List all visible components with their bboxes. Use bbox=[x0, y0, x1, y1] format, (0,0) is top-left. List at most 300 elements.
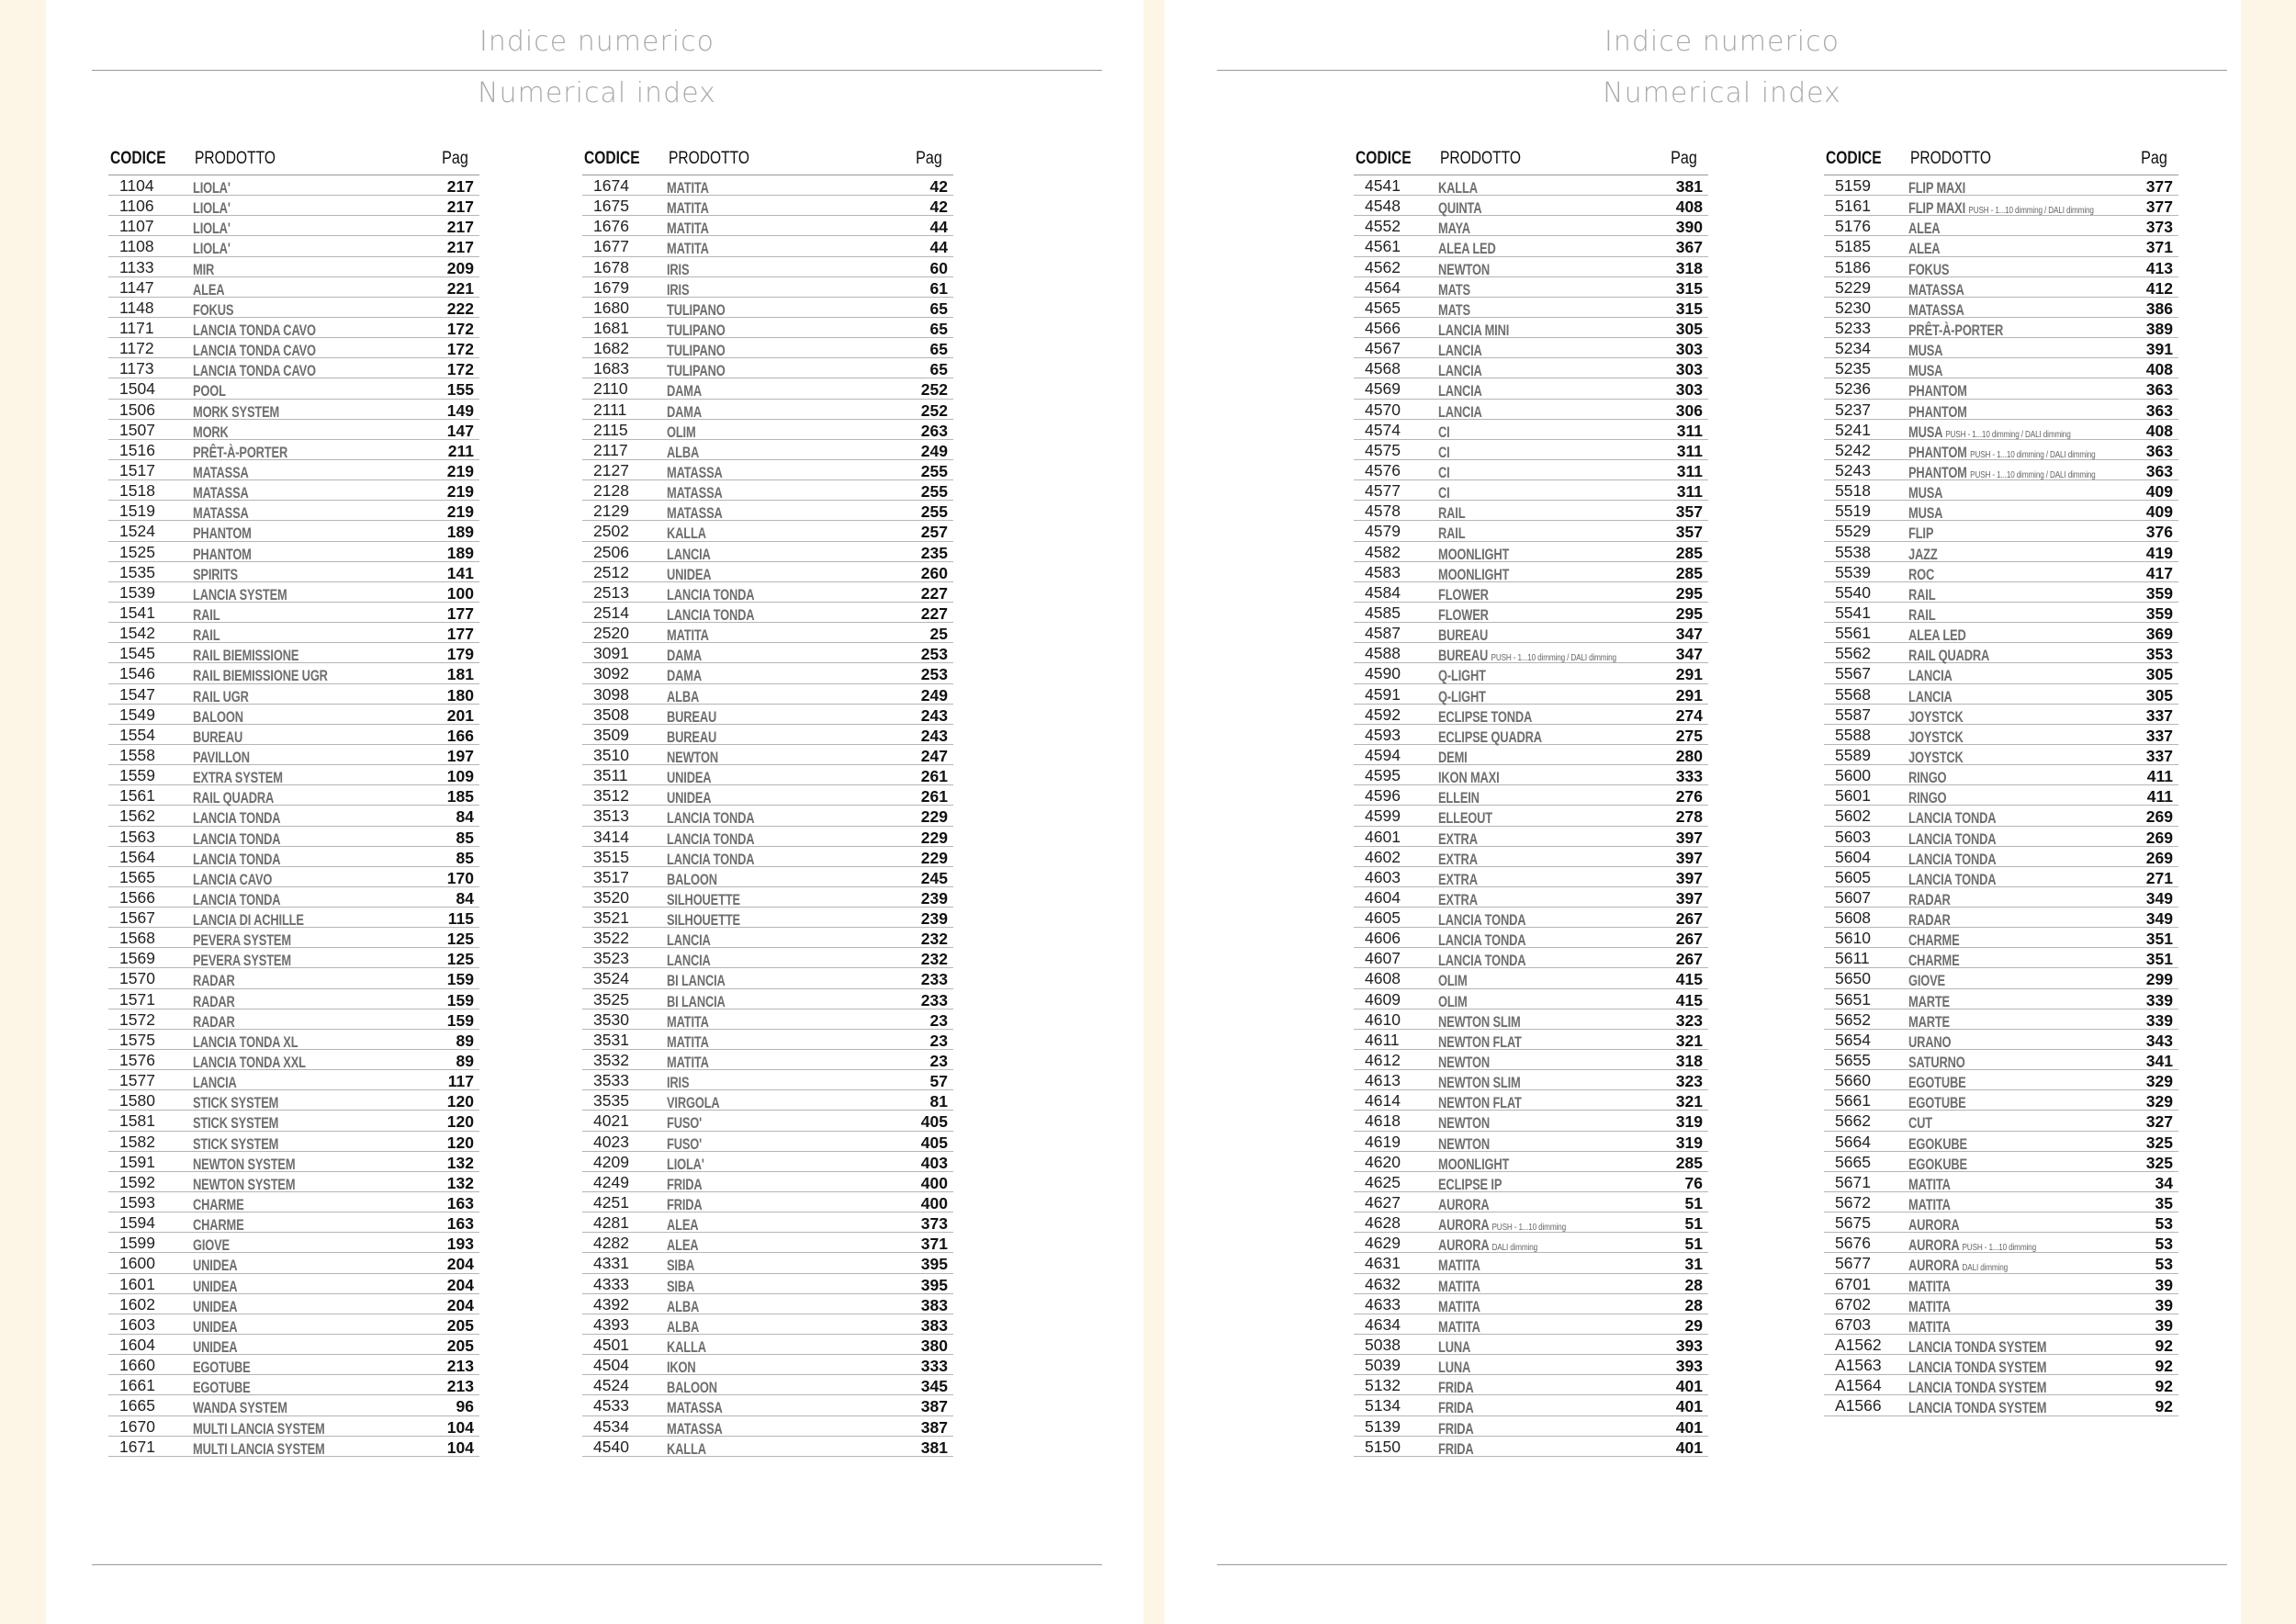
product-name bbox=[193, 283, 224, 298]
product-name-text: LUNA bbox=[1438, 1339, 1471, 1357]
product-name-text: MATASSA bbox=[1908, 301, 1964, 319]
table-row bbox=[1354, 542, 1708, 562]
product-name-text: EXTRA bbox=[1438, 871, 1478, 888]
product-name-text: LANCIA TONDA bbox=[193, 891, 281, 908]
product-name bbox=[1438, 344, 1482, 358]
product-name-text: MATITA bbox=[667, 627, 709, 645]
product-code: 4583 bbox=[1365, 562, 1401, 581]
page-number: 280 bbox=[1675, 746, 1703, 765]
product-name-text: EXTRA bbox=[1438, 830, 1478, 848]
product-name bbox=[1438, 242, 1496, 256]
product-code: 2110 bbox=[593, 379, 628, 399]
page-number: 401 bbox=[1675, 1417, 1703, 1437]
product-name-text: DAMA bbox=[667, 668, 702, 685]
table-row bbox=[1824, 480, 2178, 501]
page-number: 389 bbox=[2145, 319, 2173, 338]
table-row bbox=[582, 400, 953, 420]
page-number: 243 bbox=[920, 705, 948, 725]
page-number: 359 bbox=[2145, 603, 2173, 623]
product-name bbox=[667, 669, 702, 683]
product-name-text: NEWTON bbox=[1438, 1115, 1491, 1133]
product-name bbox=[1908, 852, 1996, 867]
page-number: 227 bbox=[920, 583, 948, 603]
product-name-text: ALEA LED bbox=[1908, 627, 1966, 645]
table-row bbox=[1354, 1152, 1708, 1172]
table-row bbox=[1824, 1355, 2178, 1375]
page-number: 323 bbox=[1675, 1010, 1703, 1030]
product-name bbox=[1908, 913, 1951, 928]
table-row bbox=[1354, 216, 1708, 236]
product-name bbox=[193, 1218, 244, 1233]
product-name bbox=[1438, 486, 1450, 501]
page-number: 39 bbox=[2155, 1315, 2173, 1335]
page-number: 172 bbox=[446, 360, 474, 379]
table-row bbox=[582, 1030, 953, 1050]
page-number: 204 bbox=[446, 1255, 474, 1274]
page-number: 159 bbox=[446, 970, 474, 989]
product-name-text: LIOLA' bbox=[193, 220, 231, 238]
product-name-text: MATASSA bbox=[667, 485, 723, 502]
header-prodotto: PRODOTTO bbox=[1910, 149, 1992, 168]
product-name-text: UNIDEA bbox=[193, 1257, 238, 1275]
product-name-text: NEWTON bbox=[667, 749, 719, 766]
product-name bbox=[1438, 811, 1492, 826]
table-row bbox=[1354, 338, 1708, 358]
product-code: 1572 bbox=[119, 1009, 155, 1029]
table-row bbox=[108, 623, 479, 643]
product-name bbox=[193, 1442, 325, 1457]
product-code: 3523 bbox=[593, 949, 629, 968]
product-name bbox=[1438, 445, 1450, 460]
table-row bbox=[1354, 562, 1708, 582]
product-code: 1603 bbox=[119, 1314, 155, 1334]
product-code: 1600 bbox=[119, 1254, 155, 1273]
table-row bbox=[108, 277, 479, 298]
dimming-note: DALI dimming bbox=[1962, 1262, 2009, 1274]
table-row bbox=[582, 867, 953, 887]
product-code: 5176 bbox=[1835, 217, 1871, 236]
product-name-text: EGOKUBE bbox=[1908, 1135, 1967, 1153]
product-name bbox=[193, 547, 252, 562]
product-name bbox=[667, 1238, 698, 1253]
table-row bbox=[108, 1192, 479, 1212]
page-number: 115 bbox=[447, 909, 474, 929]
table-row bbox=[108, 236, 479, 256]
product-name bbox=[1438, 1340, 1470, 1355]
page-number: 235 bbox=[920, 543, 948, 562]
product-name-text: LANCIA bbox=[1438, 383, 1482, 400]
product-code: 5587 bbox=[1835, 705, 1871, 724]
product-code: 4607 bbox=[1365, 949, 1401, 968]
page-number: 311 bbox=[1676, 441, 1703, 460]
table-row bbox=[582, 908, 953, 928]
page-number: 180 bbox=[446, 685, 474, 705]
product-name-text: LANCIA TONDA bbox=[193, 851, 281, 868]
page-number: 267 bbox=[1675, 930, 1703, 949]
product-code: 1566 bbox=[119, 887, 155, 907]
page-number: 303 bbox=[1675, 340, 1703, 359]
product-name bbox=[193, 1401, 287, 1415]
table-row bbox=[108, 378, 479, 399]
product-name bbox=[193, 1360, 251, 1375]
product-name-text: MATS bbox=[1438, 281, 1470, 299]
product-code: 5676 bbox=[1835, 1234, 1871, 1253]
table-row bbox=[1824, 827, 2178, 847]
product-name bbox=[1438, 913, 1525, 928]
product-name-text: MATASSA bbox=[667, 1420, 723, 1438]
table-row bbox=[1824, 1111, 2178, 1131]
product-code: 5159 bbox=[1835, 176, 1871, 195]
table-row bbox=[1824, 440, 2178, 460]
product-name-text: MATASSA bbox=[667, 505, 723, 523]
page-number: 357 bbox=[1675, 523, 1703, 542]
product-code: 4611 bbox=[1365, 1030, 1400, 1049]
product-name-text: FRIDA bbox=[667, 1197, 703, 1214]
product-code: 5039 bbox=[1365, 1356, 1401, 1375]
page-number: 337 bbox=[2145, 705, 2173, 725]
table-row bbox=[108, 400, 479, 420]
product-code: 4574 bbox=[1365, 420, 1401, 439]
table-row bbox=[1824, 542, 2178, 562]
page-number: 255 bbox=[920, 502, 948, 522]
product-name-text: MUSA bbox=[1908, 363, 1943, 380]
product-name bbox=[667, 1320, 699, 1335]
table-row bbox=[1824, 236, 2178, 256]
table-row bbox=[582, 1253, 953, 1273]
product-name-text: TULIPANO bbox=[667, 321, 726, 339]
product-name bbox=[193, 1381, 251, 1395]
product-name bbox=[1908, 811, 1996, 826]
product-code: 5588 bbox=[1835, 725, 1871, 744]
product-code: 4604 bbox=[1365, 887, 1401, 907]
product-name bbox=[193, 1015, 235, 1030]
table-row bbox=[582, 236, 953, 256]
product-code: 1133 bbox=[119, 257, 154, 276]
product-name bbox=[193, 852, 280, 867]
page-number: 397 bbox=[1675, 888, 1703, 908]
product-name bbox=[667, 710, 716, 725]
table-row bbox=[582, 928, 953, 948]
product-name bbox=[1438, 364, 1482, 378]
table-row bbox=[582, 968, 953, 988]
table-row bbox=[108, 1070, 479, 1090]
product-code: 5665 bbox=[1835, 1152, 1871, 1171]
page-number: 311 bbox=[1676, 461, 1703, 480]
page-number: 341 bbox=[2145, 1052, 2173, 1071]
product-name bbox=[193, 344, 316, 358]
product-name-text: LANCIA TONDA bbox=[1908, 830, 1997, 848]
page-number: 319 bbox=[1675, 1112, 1703, 1132]
product-name-text: ALEA bbox=[1908, 220, 1941, 238]
table-row bbox=[1824, 562, 2178, 582]
page-number: 179 bbox=[446, 645, 474, 664]
product-code: 5654 bbox=[1835, 1030, 1871, 1049]
table-row bbox=[1824, 358, 2178, 378]
table-row bbox=[582, 1375, 953, 1395]
product-name-text: LANCIA bbox=[1438, 403, 1482, 421]
page-number: 65 bbox=[929, 299, 948, 318]
index-rows bbox=[1354, 175, 1708, 1457]
table-row bbox=[582, 1009, 953, 1030]
table-row bbox=[108, 1111, 479, 1131]
product-code: 4595 bbox=[1365, 766, 1401, 785]
table-row bbox=[582, 1152, 953, 1172]
table-row bbox=[582, 1335, 953, 1355]
page-number: 261 bbox=[920, 767, 948, 786]
product-code: 1604 bbox=[119, 1336, 155, 1355]
page-number: 351 bbox=[2145, 930, 2173, 949]
product-code: 4021 bbox=[593, 1111, 629, 1131]
product-code: 1674 bbox=[593, 176, 629, 195]
product-code: 1679 bbox=[593, 277, 629, 297]
page-number: 267 bbox=[1675, 950, 1703, 969]
page-number: 23 bbox=[929, 1052, 948, 1071]
product-name-text: BI LANCIA bbox=[667, 973, 726, 990]
table-row bbox=[1354, 318, 1708, 338]
product-name bbox=[193, 242, 231, 256]
product-name-text: BALOON bbox=[667, 871, 717, 888]
table-row bbox=[108, 1294, 479, 1314]
product-code: 5604 bbox=[1835, 847, 1871, 866]
page-number: 405 bbox=[920, 1112, 948, 1132]
product-name-text: JOYSTCK bbox=[1908, 728, 1964, 746]
page-number: 401 bbox=[1675, 1377, 1703, 1396]
product-name-text: LANCIA TONDA bbox=[667, 830, 755, 848]
product-name bbox=[1438, 1157, 1509, 1172]
product-name-text: PRÊT-À-PORTER bbox=[1908, 321, 2004, 339]
table-row bbox=[582, 338, 953, 358]
product-code: 5568 bbox=[1835, 684, 1871, 704]
page-number: 155 bbox=[446, 380, 474, 400]
table-row bbox=[582, 196, 953, 216]
product-code: 5662 bbox=[1835, 1111, 1871, 1131]
page-number: 363 bbox=[2145, 380, 2173, 400]
table-row bbox=[582, 623, 953, 643]
table-row bbox=[1354, 440, 1708, 460]
product-name-text: LANCIA bbox=[1908, 688, 1953, 705]
product-name-text: LANCIA CAVO bbox=[193, 871, 273, 888]
product-name bbox=[193, 486, 249, 501]
product-code: 4596 bbox=[1365, 786, 1401, 806]
header-codice: CODICE bbox=[1826, 149, 1882, 168]
page-number: 65 bbox=[929, 360, 948, 379]
product-code: 1599 bbox=[119, 1234, 155, 1253]
product-name bbox=[667, 486, 723, 501]
table-row bbox=[108, 420, 479, 440]
product-name-text: PRÊT-À-PORTER bbox=[193, 444, 288, 461]
product-name-text: ROC bbox=[1908, 566, 1935, 583]
page-number: 109 bbox=[446, 767, 474, 786]
product-name bbox=[1908, 547, 1938, 562]
header-pag: Pag bbox=[916, 149, 942, 168]
product-name bbox=[667, 608, 754, 623]
product-name-text: LANCIA bbox=[667, 953, 711, 970]
product-name-text: AURORA bbox=[1908, 1257, 1960, 1275]
table-row bbox=[1824, 277, 2178, 298]
page-number: 255 bbox=[920, 482, 948, 502]
page-number: 305 bbox=[2145, 665, 2173, 684]
table-row bbox=[582, 1172, 953, 1192]
page-number: 34 bbox=[2155, 1173, 2173, 1192]
product-name bbox=[1908, 750, 1964, 765]
page-number: 305 bbox=[1675, 319, 1703, 338]
product-name-text: FLOWER bbox=[1438, 586, 1489, 603]
page-number: 51 bbox=[1684, 1235, 1703, 1254]
right-title-italian: Indice numerico bbox=[1604, 26, 1840, 58]
product-name bbox=[193, 1280, 237, 1294]
page-number: 117 bbox=[447, 1072, 474, 1091]
product-code: 4576 bbox=[1365, 460, 1401, 479]
product-name bbox=[1908, 791, 1946, 806]
left-margin-strip bbox=[0, 0, 46, 1624]
product-code: 4587 bbox=[1365, 624, 1401, 643]
page-number: 393 bbox=[1675, 1336, 1703, 1356]
page-number: 276 bbox=[1675, 787, 1703, 806]
product-name-text: Q-LIGHT bbox=[1438, 688, 1486, 705]
page-number: 333 bbox=[920, 1357, 948, 1376]
page-number: 267 bbox=[1675, 909, 1703, 929]
table-row bbox=[1824, 908, 2178, 928]
product-code: 4575 bbox=[1365, 440, 1401, 459]
product-name-text: PHANTOM bbox=[193, 525, 252, 543]
product-name bbox=[1438, 1442, 1474, 1457]
product-name-text: KALLA bbox=[1438, 180, 1478, 197]
product-code: 5134 bbox=[1365, 1396, 1401, 1415]
table-row bbox=[108, 684, 479, 705]
product-name bbox=[1908, 405, 1967, 420]
product-name-text: MATITA bbox=[667, 180, 709, 197]
product-code: 5132 bbox=[1365, 1376, 1401, 1395]
product-name-text: PEVERA SYSTEM bbox=[193, 953, 291, 970]
product-name bbox=[1438, 405, 1482, 420]
product-name bbox=[1908, 344, 1942, 358]
product-name-text: MORK SYSTEM bbox=[193, 403, 280, 421]
dimming-note: PUSH - 1...10 dimming bbox=[1962, 1242, 2036, 1254]
page-number: 329 bbox=[2145, 1072, 2173, 1091]
product-code: 5607 bbox=[1835, 887, 1871, 907]
product-name bbox=[1908, 588, 1935, 603]
table-row bbox=[582, 1111, 953, 1131]
page-number: 327 bbox=[2145, 1112, 2173, 1132]
page-number: 29 bbox=[1684, 1315, 1703, 1335]
table-row bbox=[582, 562, 953, 582]
product-code: 4552 bbox=[1365, 217, 1401, 236]
product-code: 1147 bbox=[119, 277, 154, 297]
product-name-text: ALBA bbox=[667, 688, 700, 705]
table-row bbox=[1354, 257, 1708, 277]
product-name bbox=[1908, 1320, 1951, 1335]
product-name bbox=[667, 1381, 717, 1395]
table-row bbox=[1824, 175, 2178, 196]
product-name bbox=[1908, 1137, 1967, 1152]
product-name-text: UNIDEA bbox=[193, 1339, 238, 1357]
product-name-text: FRIDA bbox=[1438, 1420, 1474, 1438]
product-code: 1575 bbox=[119, 1030, 155, 1049]
product-name-text: QUINTA bbox=[1438, 200, 1482, 218]
table-row bbox=[1824, 806, 2178, 826]
product-name-text: FRIDA bbox=[1438, 1380, 1474, 1397]
product-code: 4524 bbox=[593, 1376, 629, 1395]
product-code: 2514 bbox=[593, 603, 629, 622]
product-code: 5650 bbox=[1835, 969, 1871, 988]
page-number: 376 bbox=[2145, 523, 2173, 542]
table-row bbox=[108, 582, 479, 603]
product-name-text: RAIL QUADRA bbox=[1908, 648, 1990, 665]
product-name-text: STICK SYSTEM bbox=[193, 1135, 279, 1153]
product-code: 2127 bbox=[593, 460, 629, 479]
table-row bbox=[1824, 1314, 2178, 1335]
table-row bbox=[1824, 603, 2178, 623]
product-code: 4331 bbox=[593, 1254, 629, 1273]
product-name bbox=[1908, 486, 1942, 501]
product-code: 1549 bbox=[119, 705, 155, 724]
product-name bbox=[1908, 263, 1949, 277]
table-row bbox=[582, 725, 953, 745]
product-code: 4251 bbox=[593, 1193, 629, 1212]
product-code: 4579 bbox=[1365, 522, 1401, 541]
product-name-text: RAIL bbox=[1908, 606, 1936, 624]
product-code: 2506 bbox=[593, 542, 629, 561]
page-number: 345 bbox=[920, 1377, 948, 1396]
product-code: 5150 bbox=[1365, 1437, 1401, 1456]
product-name-text: MATITA bbox=[667, 200, 709, 218]
product-code: 3414 bbox=[593, 827, 629, 846]
table-row bbox=[582, 1314, 953, 1335]
product-name bbox=[1438, 1300, 1480, 1314]
page-number: 61 bbox=[929, 278, 948, 298]
table-row bbox=[1824, 420, 2178, 440]
product-name-text: TULIPANO bbox=[667, 343, 726, 360]
product-name-text: MATITA bbox=[1908, 1176, 1951, 1193]
product-name bbox=[1438, 771, 1500, 785]
product-name bbox=[193, 995, 235, 1009]
product-name-text: AURORA bbox=[1908, 1217, 1960, 1235]
product-code: 4540 bbox=[593, 1437, 629, 1456]
table-row bbox=[1824, 867, 2178, 887]
product-code: 1593 bbox=[119, 1193, 155, 1212]
product-name-text: CI bbox=[1438, 444, 1450, 461]
product-code: 1148 bbox=[119, 298, 154, 317]
page-number: 380 bbox=[920, 1336, 948, 1356]
product-code: 1660 bbox=[119, 1356, 155, 1375]
page-number: 253 bbox=[920, 665, 948, 684]
product-name bbox=[1908, 1218, 1960, 1233]
page-number: 285 bbox=[1675, 1153, 1703, 1172]
table-row bbox=[108, 1233, 479, 1253]
page-number: 229 bbox=[920, 848, 948, 867]
product-name bbox=[193, 384, 226, 399]
product-code: 1682 bbox=[593, 339, 629, 358]
product-code: 5186 bbox=[1835, 257, 1871, 276]
product-name-text: MARTE bbox=[1908, 1013, 1950, 1031]
dimming-note: PUSH - 1...10 dimming / DALI dimming bbox=[1968, 205, 2094, 217]
product-name-text: OLIM bbox=[1438, 993, 1468, 1010]
product-name-text: TULIPANO bbox=[667, 363, 726, 380]
table-row bbox=[1354, 1395, 1708, 1415]
table-row bbox=[1824, 663, 2178, 683]
product-code: 2111 bbox=[593, 400, 627, 419]
page-number: 263 bbox=[920, 421, 948, 440]
table-row bbox=[108, 175, 479, 196]
page-number: 337 bbox=[2145, 726, 2173, 745]
page-number: 239 bbox=[920, 909, 948, 929]
product-name-text: MATASSA bbox=[193, 464, 249, 481]
product-name bbox=[1438, 547, 1509, 562]
product-code: 1568 bbox=[119, 929, 155, 948]
product-code: 1524 bbox=[119, 522, 155, 541]
product-code: 1665 bbox=[119, 1396, 155, 1415]
product-name-text: EGOTUBE bbox=[193, 1359, 251, 1377]
